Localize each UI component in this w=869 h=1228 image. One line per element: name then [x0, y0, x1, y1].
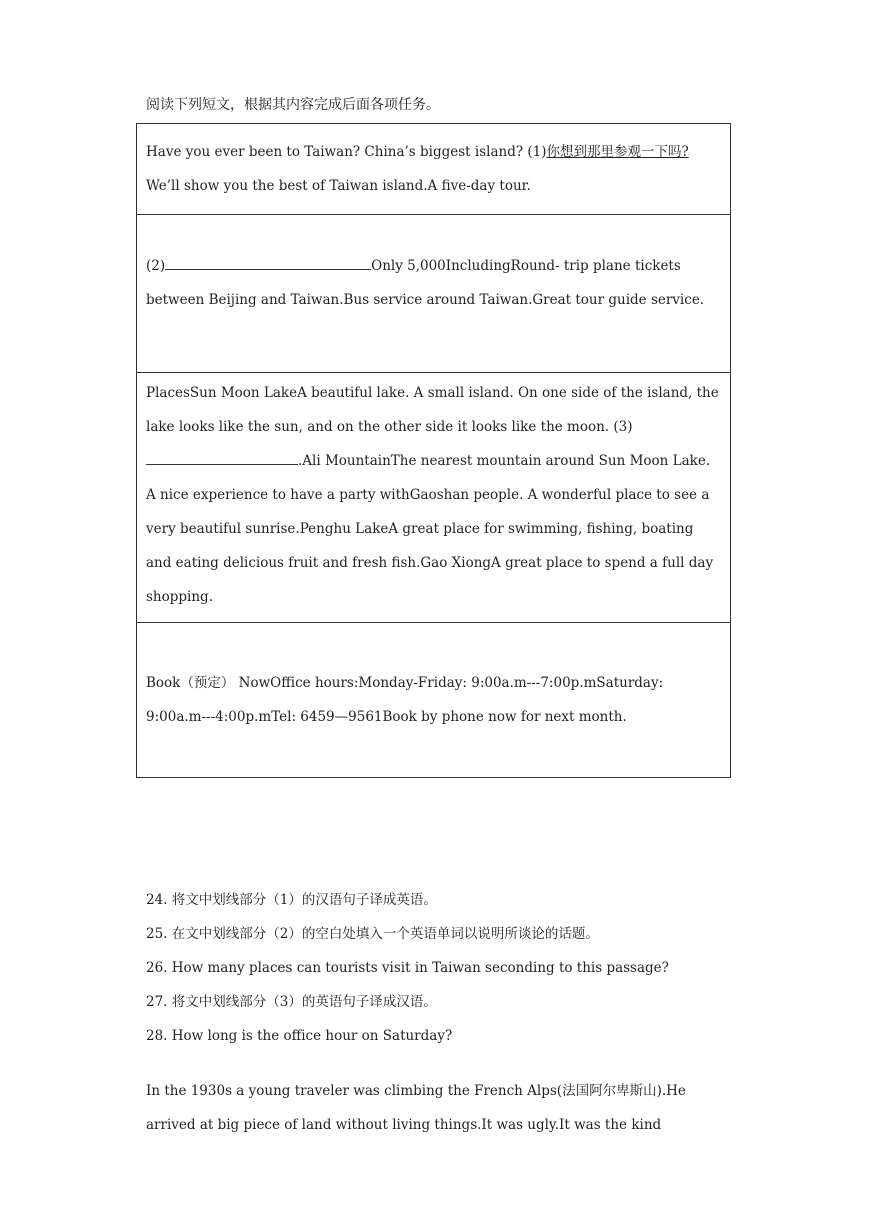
- row4-text: Book（预定） NowOffice hours:Monday-Friday: 9:00a.m---7:00p.mSaturday: 9:00a.m---4:00p.mTel: 6459—9561Book by phone now for next month.: [146, 675, 664, 725]
- table-row-booking: [137, 623, 730, 777]
- blank-label-3: (3): [613, 419, 633, 435]
- question-list: [146, 883, 669, 1053]
- row3-text-1: PlacesSun Moon LakeA beautiful lake. A small island. On one side of the island, the lake looks like the sun, and on the other side it looks like the moon.: [146, 385, 719, 435]
- blank-label-2: (2): [146, 258, 166, 274]
- table-row-intro: [137, 124, 730, 215]
- question-24: 24. 将文中划线部分（1）的汉语句子译成英语。: [146, 892, 437, 908]
- question-28: 28. How long is the office hour on Saturday?: [146, 1028, 453, 1044]
- blank-3[interactable]: [146, 451, 298, 465]
- reading-table: [136, 123, 731, 778]
- row1-text-after: We’ll show you the best of Taiwan island.A five-day tour.: [146, 178, 531, 194]
- instructions: 阅读下列短文，根据其内容完成后面各项任务。: [146, 97, 440, 113]
- blank-2[interactable]: [165, 256, 371, 270]
- question-26: 26. How many places can tourists visit in Taiwan seconding to this passage?: [146, 960, 669, 976]
- row1-text: Have you ever been to Taiwan? China’s biggest island? (1): [146, 144, 547, 160]
- table-row-places: [137, 373, 730, 623]
- question-27: 27. 将文中划线部分（3）的英语句子译成汉语。: [146, 994, 437, 1010]
- table-row-price: [137, 215, 730, 373]
- question-25: 25. 在文中划线部分（2）的空白处填入一个英语单词以说明所谈论的话题。: [146, 926, 599, 942]
- row2-text: Only 5,000IncludingRound- trip plane tickets between Beijing and Taiwan.Bus service around Taiwan.Great tour guide service.: [146, 258, 705, 308]
- row3-text-2: .Ali MountainThe nearest mountain around Sun Moon Lake. A nice experience to have a party withGaoshan people. A wonderful place to see a very beautiful sunrise.Penghu LakeA great place for swimming, fishing, boating and eating delicious fruit and fresh fish.Gao XiongA great place to spend a full day shopping.: [146, 453, 714, 605]
- underlined-sentence-1: 你想到那里参观一下吗?: [546, 144, 689, 160]
- next-passage: In the 1930s a young traveler was climbing the French Alps(法国阿尔卑斯山).He arrived at big piece of land without living things.It was ugly.It was the kind: [146, 1083, 686, 1133]
